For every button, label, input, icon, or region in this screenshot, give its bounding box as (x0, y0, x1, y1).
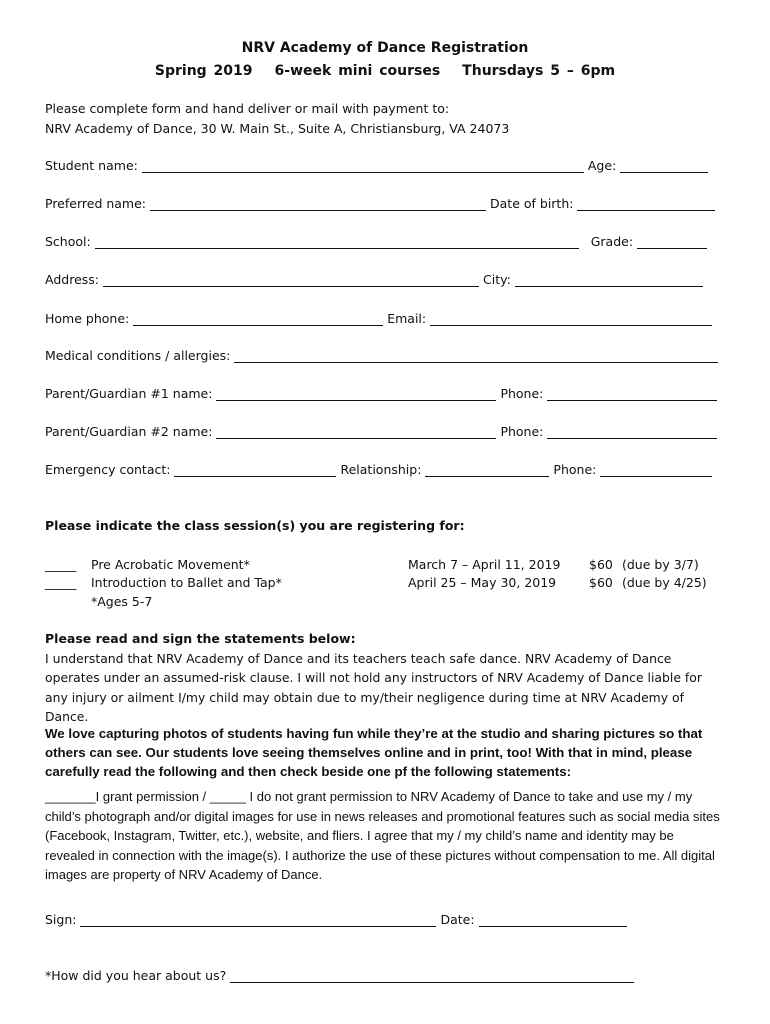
dob-label: Date of birth: (490, 196, 574, 211)
relationship-label: Relationship: (340, 462, 422, 477)
guardian-2-phone-field[interactable] (547, 425, 717, 439)
row-school (45, 234, 722, 249)
grade-label: Grade: (590, 234, 634, 249)
guardian-2-phone-label: Phone: (500, 424, 544, 439)
guardian-2-label: Parent/Guardian #2 name: (45, 424, 213, 439)
photo-consent[interactable]: _______I grant permission / _____ I do not grant permission to NRV Academy of Dance to take and use my / my child’s photograph and/or digital images for use in news releases and promotional features such as social media sites (Facebook, Instagram, Twitter, etc.), website, and fliers. I agree that my / my child’s name and identity may be revealed in connection with the image(s). I authorize the use of these pictures without compensation to me. All digital images are property of NRV Academy of Dance. (45, 789, 720, 882)
class-1-checkbox[interactable]: _____ (45, 557, 77, 572)
class-2-due: (due by 4/25) (622, 575, 707, 590)
grade-field[interactable] (637, 235, 707, 249)
row-guardian-2 (45, 424, 722, 439)
sign-field[interactable] (80, 913, 436, 927)
statements-heading: Please read and sign the statements below: (45, 631, 356, 646)
address-label: Address: (45, 272, 99, 287)
hear-about-field[interactable] (230, 969, 634, 983)
city-field[interactable] (515, 273, 703, 287)
row-guardian-1 (45, 386, 722, 401)
date-field[interactable] (479, 913, 627, 927)
schedule-label: Thursdays 5 – 6pm (462, 63, 616, 79)
emergency-phone-label: Phone: (553, 462, 597, 477)
row-medical (45, 348, 722, 363)
relationship-field[interactable] (425, 463, 549, 477)
school-field[interactable] (95, 235, 579, 249)
photo-intro: We love capturing photos of students having fun while they’re at the studio and sharing pictures so that others can see. Our students love seeing themselves online and in print, too! With that in mind, please carefully read the following and then check beside one pf the following statements: (45, 726, 703, 779)
row-student (45, 158, 722, 173)
date-label: Date: (440, 912, 475, 927)
email-label: Email: (387, 311, 427, 326)
row-address (45, 272, 722, 287)
class-1-price: $60 (589, 557, 613, 572)
student-name-label: Student name: (45, 158, 138, 173)
row-signature (45, 912, 722, 927)
intro-line-1: Please complete form and hand deliver or mail with payment to: (45, 101, 450, 116)
row-emergency (45, 462, 722, 477)
preferred-name-field[interactable] (150, 197, 486, 211)
course-type-label: 6-week mini courses (274, 63, 441, 79)
form-title: NRV Academy of Dance Registration (241, 40, 529, 56)
row-phone-email (45, 311, 722, 326)
intro-address: NRV Academy of Dance, 30 W. Main St., Suite A, Christiansburg, VA 24073 (45, 121, 510, 136)
emergency-phone-field[interactable] (600, 463, 712, 477)
class-2-price: $60 (589, 575, 613, 590)
guardian-1-label: Parent/Guardian #1 name: (45, 386, 213, 401)
form-subtitle (0, 63, 770, 79)
medical-label: Medical conditions / allergies: (45, 348, 231, 363)
classes-heading: Please indicate the class session(s) you are registering for: (45, 518, 465, 533)
age-field[interactable] (620, 159, 708, 173)
city-label: City: (483, 272, 511, 287)
row-hear-about (45, 968, 722, 983)
guardian-2-field[interactable] (216, 425, 496, 439)
school-label: School: (45, 234, 91, 249)
class-2-name: Introduction to Ballet and Tap* (91, 575, 282, 590)
guardian-1-phone-label: Phone: (500, 386, 544, 401)
class-1-name: Pre Acrobatic Movement* (91, 557, 250, 572)
emergency-label: Emergency contact: (45, 462, 171, 477)
dob-field[interactable] (577, 197, 715, 211)
preferred-name-label: Preferred name: (45, 196, 147, 211)
address-field[interactable] (103, 273, 479, 287)
emergency-field[interactable] (174, 463, 336, 477)
home-phone-field[interactable] (133, 312, 383, 326)
season-label: Spring 2019 (154, 63, 253, 79)
student-name-field[interactable] (142, 159, 584, 173)
hear-about-label: *How did you hear about us? (45, 968, 227, 983)
class-1-dates: March 7 – April 11, 2019 (408, 557, 561, 572)
sign-label: Sign: (45, 912, 77, 927)
liability-statement: I understand that NRV Academy of Dance and its teachers teach safe dance. NRV Academy of Dance operates under an assumed-risk clause. I will not hold any instructors of NRV Academy of Dance liable for any injury or ailment I/my child may obtain due to my/their negligence during time at NRV Academy of Dance. (45, 651, 702, 724)
guardian-1-field[interactable] (216, 387, 496, 401)
class-1-due: (due by 3/7) (622, 557, 699, 572)
row-preferred (45, 196, 722, 211)
class-2-dates: April 25 – May 30, 2019 (408, 575, 557, 590)
medical-field[interactable] (234, 349, 718, 363)
class-2-checkbox[interactable]: _____ (45, 575, 77, 590)
ages-note: *Ages 5-7 (91, 594, 153, 609)
age-label: Age: (587, 158, 617, 173)
email-field[interactable] (430, 312, 712, 326)
home-phone-label: Home phone: (45, 311, 130, 326)
guardian-1-phone-field[interactable] (547, 387, 717, 401)
